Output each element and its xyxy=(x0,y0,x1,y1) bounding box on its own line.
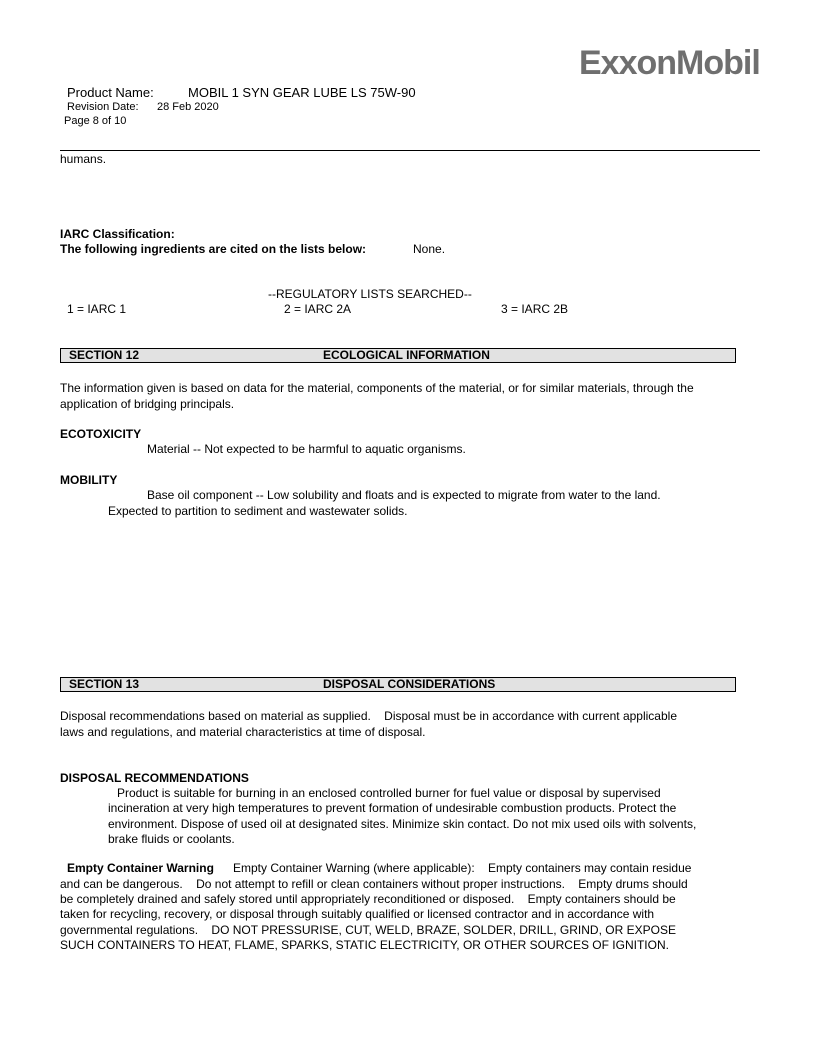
disposal-rec-line-2: incineration at very high temperatures to prevent formation of undesirable combustion products. Protect the xyxy=(108,801,677,815)
disposal-recommendations-heading: DISPOSAL RECOMMENDATIONS xyxy=(60,771,249,785)
section-12-intro-line-1: The information given is based on data for the material, components of the material, or for similar materials, through the xyxy=(60,381,694,395)
empty-container-warning-line-1: Empty Container Warning (where applicable): Empty containers may contain residue xyxy=(233,861,692,875)
section-12-number: SECTION 12 xyxy=(69,348,140,362)
section-12-intro-line-2: application of bridging principals. xyxy=(60,397,235,411)
section-13-title: DISPOSAL CONSIDERATIONS xyxy=(323,677,496,691)
empty-container-warning-line-5: governmental regulations. DO NOT PRESSURISE, CUT, WELD, BRAZE, SOLDER, DRILL, GRIND, OR EXPOSE xyxy=(60,923,676,937)
mobility-text-line-1: Base oil component -- Low solubility and floats and is expected to migrate from water to the land. xyxy=(147,488,661,502)
ecotoxicity-text: Material -- Not expected to be harmful to aquatic organisms. xyxy=(147,442,466,456)
empty-container-warning-line-2: and can be dangerous. Do not attempt to refill or clean containers without proper instructions. Empty drums should xyxy=(60,877,688,891)
mobility-text-line-2: Expected to partition to sediment and wastewater solids. xyxy=(108,504,408,518)
empty-container-warning-line-3: be completely drained and safely stored until appropriately reconditioned or disposed. Empty containers should be xyxy=(60,892,676,906)
disposal-rec-line-1: Product is suitable for burning in an enclosed controlled burner for fuel value or disposal by supervised xyxy=(117,786,661,800)
iarc-list-1: 1 = IARC 1 xyxy=(67,302,127,316)
ecotoxicity-heading: ECOTOXICITY xyxy=(60,427,142,441)
disposal-rec-line-4: brake fluids or coolants. xyxy=(108,832,235,846)
section-13-number: SECTION 13 xyxy=(69,677,140,691)
exxonmobil-logo: ExxonMobil xyxy=(579,44,760,82)
iarc-cited-value: None. xyxy=(413,242,446,256)
section-13-intro-line-1: Disposal recommendations based on material as supplied. Disposal must be in accordance with current applicable xyxy=(60,709,677,723)
revision-date-value: 28 Feb 2020 xyxy=(157,101,219,113)
empty-container-warning-line-4: taken for recycling, recovery, or disposal through suitably qualified or licensed contractor and in accordance with xyxy=(60,907,655,921)
iarc-cited-label: The following ingredients are cited on the lists below: xyxy=(60,242,367,256)
disposal-rec-line-3: environment. Dispose of used oil at designated sites. Minimize skin contact. Do not mix used oils with solvents, xyxy=(108,817,697,831)
iarc-heading: IARC Classification: xyxy=(60,227,175,241)
revision-date-label: Revision Date: xyxy=(67,101,139,113)
page-number: Page 8 of 10 xyxy=(64,115,127,127)
section-12-title: ECOLOGICAL INFORMATION xyxy=(323,348,490,362)
section-12-header xyxy=(60,348,736,363)
empty-container-warning-heading: Empty Container Warning xyxy=(67,861,214,875)
header-divider xyxy=(60,150,760,151)
empty-container-warning-line-6: SUCH CONTAINERS TO HEAT, FLAME, SPARKS, STATIC ELECTRICITY, OR OTHER SOURCES OF IGNITION. xyxy=(60,938,669,952)
product-name-label: Product Name: xyxy=(67,85,154,100)
product-name-value: MOBIL 1 SYN GEAR LUBE LS 75W-90 xyxy=(188,85,416,100)
regulatory-lists-title: --REGULATORY LISTS SEARCHED-- xyxy=(268,287,472,301)
iarc-list-3: 3 = IARC 2B xyxy=(501,302,569,316)
iarc-list-2: 2 = IARC 2A xyxy=(284,302,352,316)
section-13-header xyxy=(60,677,736,692)
section-13-intro-line-2: laws and regulations, and material characteristics at time of disposal. xyxy=(60,725,426,739)
continuation-text: humans. xyxy=(60,152,107,166)
mobility-heading: MOBILITY xyxy=(60,473,118,487)
